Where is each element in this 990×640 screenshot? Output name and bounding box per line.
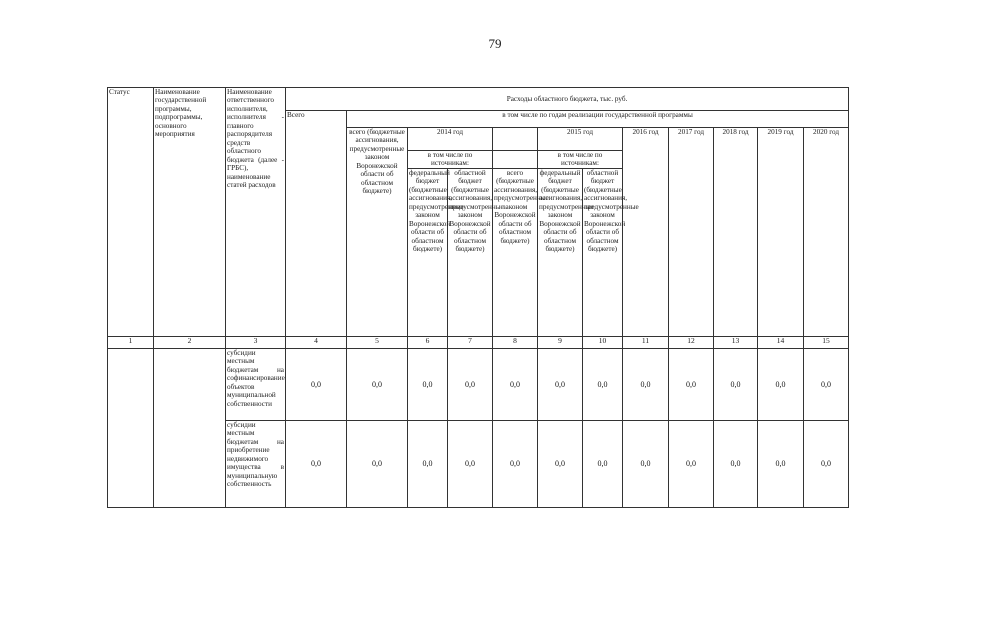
- column-number: 13: [714, 337, 758, 349]
- header-regional-2014: областной бюджет (бюджетные ассигнования, предусмотренные законом Воронежской области об областном бюджете): [448, 169, 493, 337]
- row-value: 0,0: [804, 421, 849, 508]
- header-by-sources-2015: в том числе по источникам:: [538, 151, 623, 169]
- row-value: 0,0: [286, 421, 347, 508]
- row-value: 0,0: [493, 349, 538, 421]
- row-value: 0,0: [758, 349, 804, 421]
- row-value: 0,0: [538, 421, 583, 508]
- header-year-2015: 2015 год: [538, 128, 623, 151]
- column-number: 10: [583, 337, 623, 349]
- row-value: 0,0: [623, 421, 669, 508]
- column-number: 2: [154, 337, 226, 349]
- header-by-years: в том числе по годам реализации государственной программы: [347, 111, 849, 128]
- header-expenses: Расходы областного бюджета, тыс. руб.: [286, 88, 849, 111]
- row-value: 0,0: [347, 349, 408, 421]
- column-number: 15: [804, 337, 849, 349]
- header-executor-name: Наименование ответственного исполнителя, исполнителя - главного распорядителя средств областного бюджета (далее - ГРБС), наименование статей расходов: [226, 88, 286, 337]
- row-value: 0,0: [408, 421, 448, 508]
- row-value: 0,0: [758, 421, 804, 508]
- header-year-2018: 2018 год: [714, 128, 758, 337]
- row-value: 0,0: [493, 421, 538, 508]
- row-value: 0,0: [714, 349, 758, 421]
- column-number: 14: [758, 337, 804, 349]
- header-federal-2014: федеральный бюджет (бюджетные ассигнования, предусмотренные законом Воронежской области об областном бюджете): [408, 169, 448, 337]
- header-by-sources-2014: в том числе по источникам:: [408, 151, 493, 169]
- column-number: 6: [408, 337, 448, 349]
- row-label: субсидии местным бюджетам на приобретение недвижимого имущества в муниципальную собственность: [226, 421, 286, 508]
- budget-table: [107, 87, 849, 508]
- row-value: 0,0: [538, 349, 583, 421]
- column-number: 7: [448, 337, 493, 349]
- row-value: 0,0: [448, 349, 493, 421]
- header-status: Статус: [108, 88, 154, 337]
- column-number: 9: [538, 337, 583, 349]
- row-value: 0,0: [669, 421, 714, 508]
- column-number: 4: [286, 337, 347, 349]
- row-value: 0,0: [714, 421, 758, 508]
- row-value: 0,0: [623, 349, 669, 421]
- header-regional-2015: областной бюджет (бюджетные ассигнования, предусмотренные законом Воронежской области об областном бюджете): [583, 169, 623, 337]
- header-year-2020: 2020 год: [804, 128, 849, 337]
- row-value: 0,0: [408, 349, 448, 421]
- header-year-2017: 2017 год: [669, 128, 714, 337]
- column-number: 5: [347, 337, 408, 349]
- header-program-name: Наименование государственной программы, подпрограммы, основного мероприятия: [154, 88, 226, 337]
- header-total: Всего: [286, 111, 347, 337]
- row-value: 0,0: [583, 421, 623, 508]
- column-number: 3: [226, 337, 286, 349]
- row-value: 0,0: [669, 349, 714, 421]
- column-number: 8: [493, 337, 538, 349]
- row-label: субсидии местным бюджетам на софинансирование объектов муниципальной собственности: [226, 349, 286, 421]
- header-year-2019: 2019 год: [758, 128, 804, 337]
- header-total-year: всего (бюджетные ассигнования, предусмотренные законом Воронежской области об областном бюджете): [347, 128, 408, 337]
- page-number: 79: [488, 36, 502, 51]
- table-row: [108, 349, 849, 421]
- header-federal-2015: федеральный бюджет (бюджетные ассигнования, предусмотренные законом Воронежской области об областном бюджете): [538, 169, 583, 337]
- header-year-2016: 2016 год: [623, 128, 669, 337]
- row-value: 0,0: [804, 349, 849, 421]
- row-value: 0,0: [286, 349, 347, 421]
- row-value: 0,0: [448, 421, 493, 508]
- header-year-2014: 2014 год: [408, 128, 493, 151]
- header-total-2015: всего (бюджетные ассигнования, предусмотренные законом Воронежской области об областном бюджете): [493, 169, 538, 337]
- row-value: 0,0: [583, 349, 623, 421]
- column-number: 11: [623, 337, 669, 349]
- column-number-row: [108, 337, 849, 349]
- column-number: 12: [669, 337, 714, 349]
- row-value: 0,0: [347, 421, 408, 508]
- column-number: 1: [108, 337, 154, 349]
